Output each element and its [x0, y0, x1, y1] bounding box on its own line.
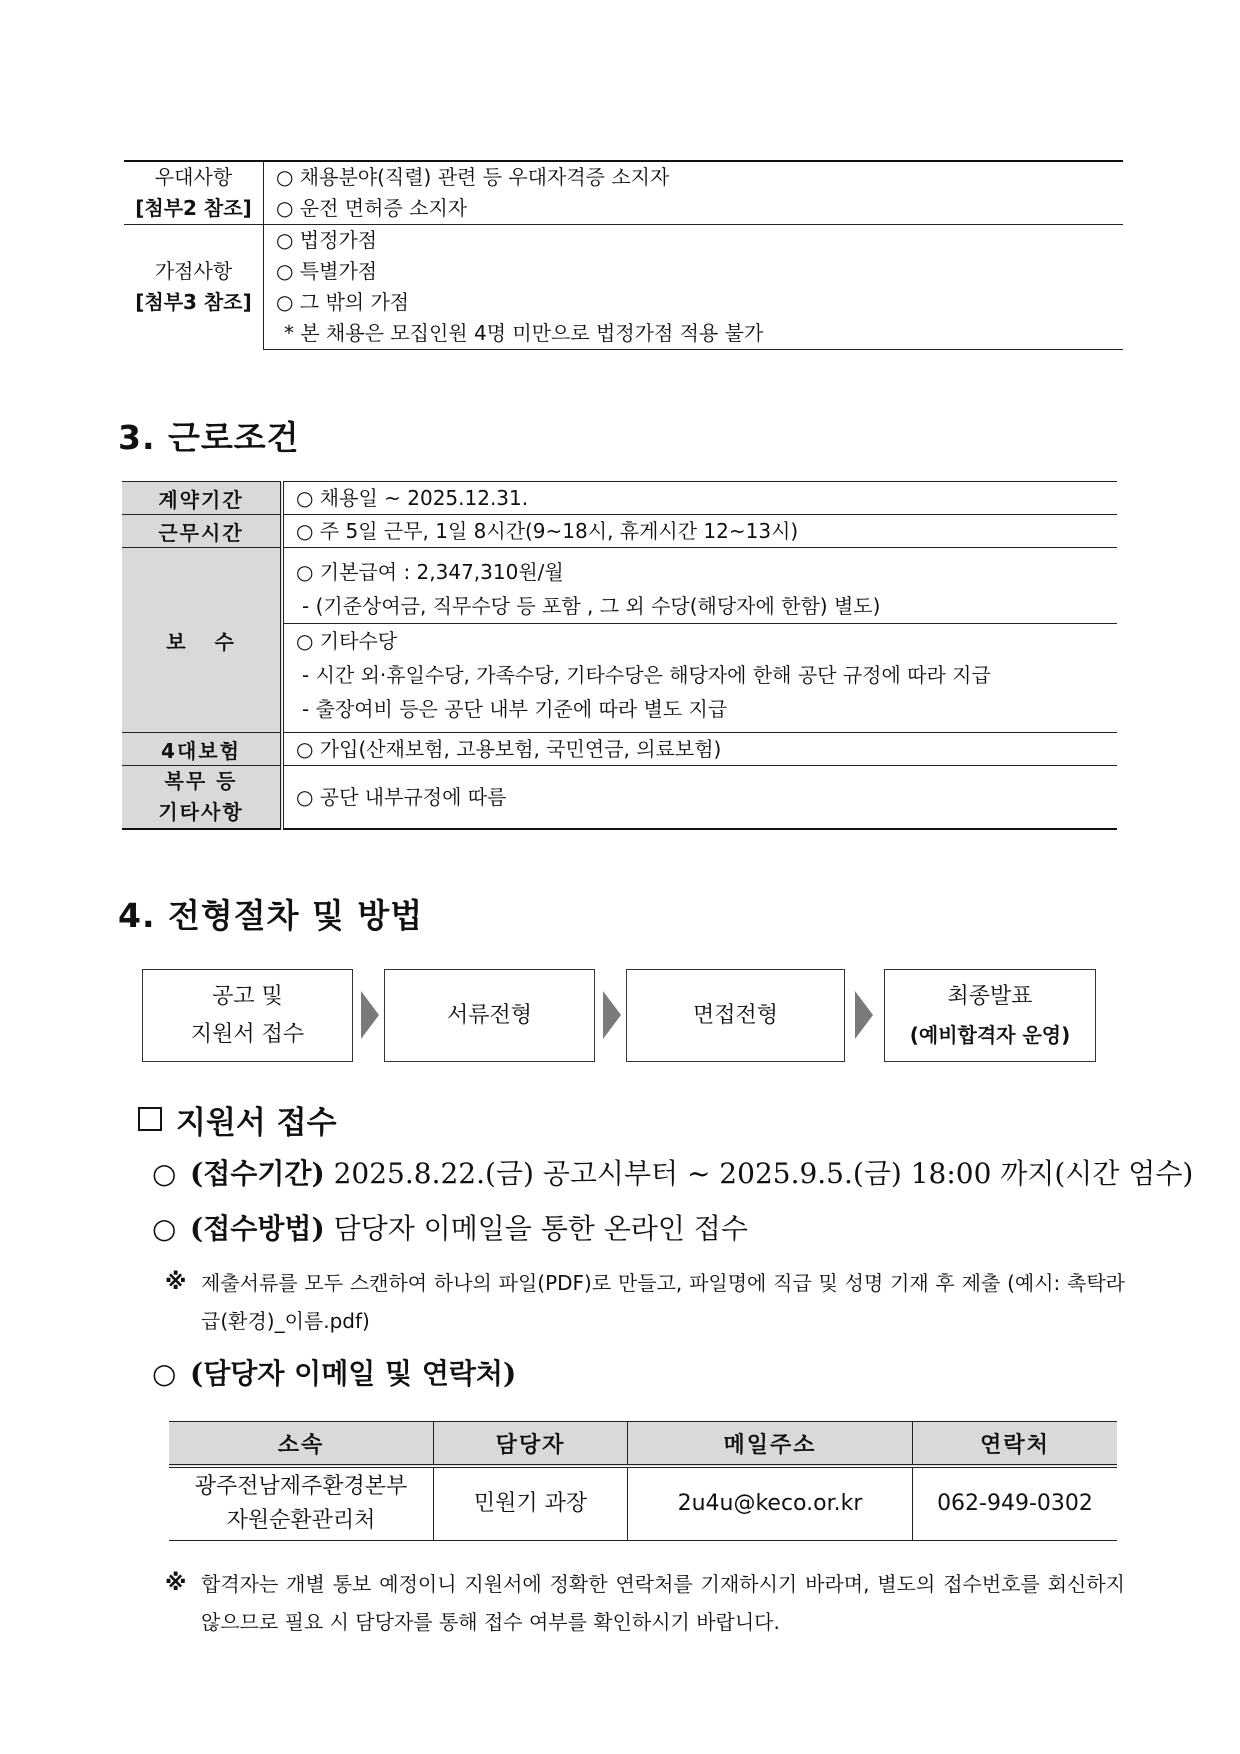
- etc-text: ○ 공단 내부규정에 따름: [282, 766, 1117, 830]
- contact-col-header: 담당자: [434, 1422, 628, 1467]
- process-step-line: 서류전형: [446, 1002, 532, 1028]
- contact-col-header: 메일주소: [628, 1422, 913, 1467]
- pay-base: [284, 555, 1117, 623]
- hours-header: 근무시간: [122, 515, 282, 548]
- contact-dept-line: 광주전남제주환경본부: [194, 1474, 408, 1499]
- preference-header: [124, 161, 264, 225]
- bonus-line: ○ 법정가점: [264, 225, 1124, 257]
- method-key: (접수방법): [190, 1212, 325, 1245]
- bonus-header-label: 가점사항: [154, 259, 233, 284]
- contract-header: 계약기간: [122, 482, 282, 515]
- application-title: [138, 1097, 337, 1142]
- contact-row: [169, 1466, 1117, 1541]
- working-conditions-table: [122, 481, 1117, 830]
- process-step-line: 최종발표: [947, 983, 1033, 1009]
- period-text: 2025.8.22.(금) 공고시부터 ~ 2025.9.5.(금) 18:00 까지(시간 엄수): [333, 1157, 1194, 1190]
- final-note: [165, 1565, 1125, 1641]
- insurance-text: ○ 가입(산재보험, 고용보험, 국민연금, 의료보험): [282, 733, 1117, 766]
- contact-dept-line: 자원순환관리처: [226, 1508, 376, 1533]
- process-step-line: 지원서 접수: [190, 1021, 305, 1047]
- circle-bullet-icon: ○: [152, 1212, 177, 1245]
- process-step-1: [142, 969, 353, 1062]
- etc-header: [122, 766, 282, 830]
- process-step-line: 면접전형: [692, 1002, 778, 1028]
- application-note: [165, 1264, 1125, 1340]
- note-text: 제출서류를 모두 스캔하여 하나의 파일(PDF)로 만들고, 파일명에 직급 및 성명 기재 후 제출 (예시: 촉탁라급(환경)_이름.pdf): [201, 1271, 1125, 1333]
- contact-col-header: 소속: [169, 1422, 434, 1467]
- pay-base-line: ○ 기본급여 : 2,347,310원/월: [296, 559, 564, 584]
- period-key: (접수기간): [190, 1157, 325, 1190]
- process-arrow-icon: [361, 991, 379, 1039]
- application-period: [152, 1152, 1193, 1192]
- contact-key: (담당자 이메일 및 연락처): [190, 1357, 517, 1390]
- etc-header-line: 복무 등: [164, 769, 238, 793]
- bonus-header: [124, 225, 264, 350]
- process-arrow-icon: [855, 991, 873, 1039]
- application-title-text: 지원서 접수: [176, 1105, 337, 1141]
- section4-title: 4. 전형절차 및 방법: [118, 896, 424, 935]
- bonus-note: * 본 채용은 모집인원 4명 미만으로 법정가점 적용 불가: [264, 318, 1124, 350]
- pay-other-line: - 시간 외·휴일수당, 가족수당, 기타수당은 해당자에 한해 공단 규정에 따라 지급: [302, 662, 991, 687]
- process-step-4: [884, 969, 1096, 1062]
- contact-dept: [169, 1466, 434, 1541]
- pay-other-line: ○ 기타수당: [296, 628, 398, 653]
- preference-line: ○ 채용분야(직렬) 관련 등 우대자격증 소지자: [264, 161, 1124, 193]
- insurance-header: 4대보험: [122, 733, 282, 766]
- pay-base-line: - (기준상여금, 직무수당 등 포함 , 그 외 수당(해당자에 한함) 별도): [302, 593, 881, 618]
- etc-header-line: 기타사항: [158, 800, 244, 824]
- application-method: [152, 1207, 748, 1247]
- contract-text: ○ 채용일 ~ 2025.12.31.: [282, 482, 1117, 515]
- bonus-header-ref: [첨부3 참조]: [135, 290, 252, 315]
- bonus-line: ○ 특별가점: [276, 259, 378, 283]
- process-arrow-icon: [603, 991, 621, 1039]
- hours-text: ○ 주 5일 근무, 1일 8시간(9~18시, 휴게시간 12~13시): [282, 515, 1117, 548]
- process-step-2: [384, 969, 595, 1062]
- process-step-line: 공고 및: [212, 983, 283, 1009]
- contact-col-header: 연락처: [913, 1422, 1118, 1467]
- contact-person: 민원기 과장: [434, 1466, 628, 1541]
- application-contact: [152, 1352, 516, 1392]
- section3-title: 3. 근로조건: [118, 418, 300, 457]
- preference-table: [124, 160, 1123, 350]
- contact-table: [169, 1421, 1117, 1541]
- process-step-3: [626, 969, 845, 1062]
- final-note-text: 합격자는 개별 통보 예정이니 지원서에 정확한 연락처를 기재하시기 바라며, 별도의 접수번호를 회신하지 않으므로 필요 시 담당자를 통해 접수 여부를 확인하시기 바랍니다.: [201, 1572, 1125, 1634]
- process-step-line: (예비합격자 운영): [909, 1022, 1071, 1047]
- pay-header: 보 수: [122, 548, 282, 733]
- pay-other-line: - 출장여비 등은 공단 내부 기준에 따라 별도 지급: [302, 696, 728, 721]
- checkbox-square-icon: [138, 1107, 162, 1131]
- circle-bullet-icon: ○: [152, 1357, 177, 1390]
- note-mark: ※: [165, 1270, 187, 1295]
- pay-other: [284, 623, 1117, 726]
- circle-bullet-icon: ○: [152, 1157, 177, 1190]
- final-note-mark: ※: [165, 1571, 187, 1596]
- contact-phone: 062-949-0302: [913, 1466, 1118, 1541]
- bonus-line: ○ 그 밖의 가점: [276, 290, 410, 314]
- preference-header-label: 우대사항: [154, 165, 233, 189]
- preference-line: ○ 운전 면허증 소지자: [276, 196, 468, 220]
- method-text: 담당자 이메일을 통한 온라인 접수: [333, 1212, 748, 1245]
- contact-email: 2u4u@keco.or.kr: [628, 1466, 913, 1541]
- preference-header-ref: [첨부2 참조]: [135, 196, 252, 220]
